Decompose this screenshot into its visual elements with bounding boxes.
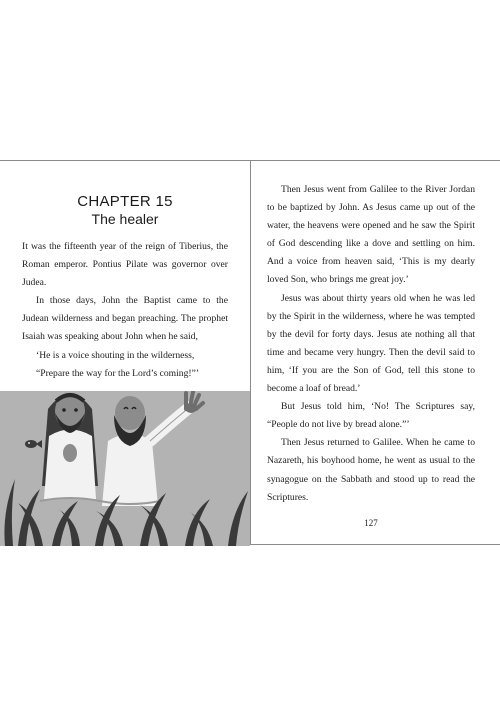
right-body-text: [267, 181, 475, 507]
paragraph: It was the fifteenth year of the reign of Tiberius, the Roman emperor. Pontius Pilate was governor over Judea.: [22, 241, 228, 289]
quote-line: “Prepare the way for the Lord’s coming!”’: [36, 367, 200, 379]
page-gutter: [250, 161, 251, 544]
paragraph: In those days, John the Baptist came to the Judean wilderness and began preaching. The prophet Isaiah was speaking about John when he said,: [22, 295, 228, 343]
paragraph: But Jesus told him, ‘No! The Scriptures say, “People do not live by bread alone.”’: [267, 401, 475, 431]
baptism-illustration: [0, 391, 250, 546]
paragraph: Jesus was about thirty years old when he was led by the Spirit in the wilderness, where he was tempted by the devil for forty days. Jesus ate nothing all that time and became very hungry. Then the devil said to him, ‘If you are the Son of God, tell this stone to become a loaf of bread.’: [267, 292, 475, 395]
chapter-number: CHAPTER 15: [77, 193, 173, 210]
left-body-text: [22, 238, 228, 383]
jesus-figure: [42, 393, 98, 499]
book-spread: [0, 160, 500, 545]
paragraph: Then Jesus returned to Galilee. When he came to Nazareth, his boyhood home, he went as usual to the synagogue on the Sabbath and stood up to read the Scriptures.: [267, 437, 475, 503]
chapter-title: The healer: [91, 211, 159, 227]
paragraph: Then Jesus went from Galilee to the River Jordan to be baptized by John. As Jesus came up out of the water, the heavens were opened and he saw the Spirit of God descending like a dove and settling on him. And a voice from heaven said, ‘This is my dearly loved Son, who brings me great joy.’: [267, 184, 475, 286]
page-number: 127: [364, 518, 378, 528]
quote-line: ‘He is a voice shouting in the wilderness,: [36, 349, 195, 361]
right-page: [267, 161, 475, 544]
